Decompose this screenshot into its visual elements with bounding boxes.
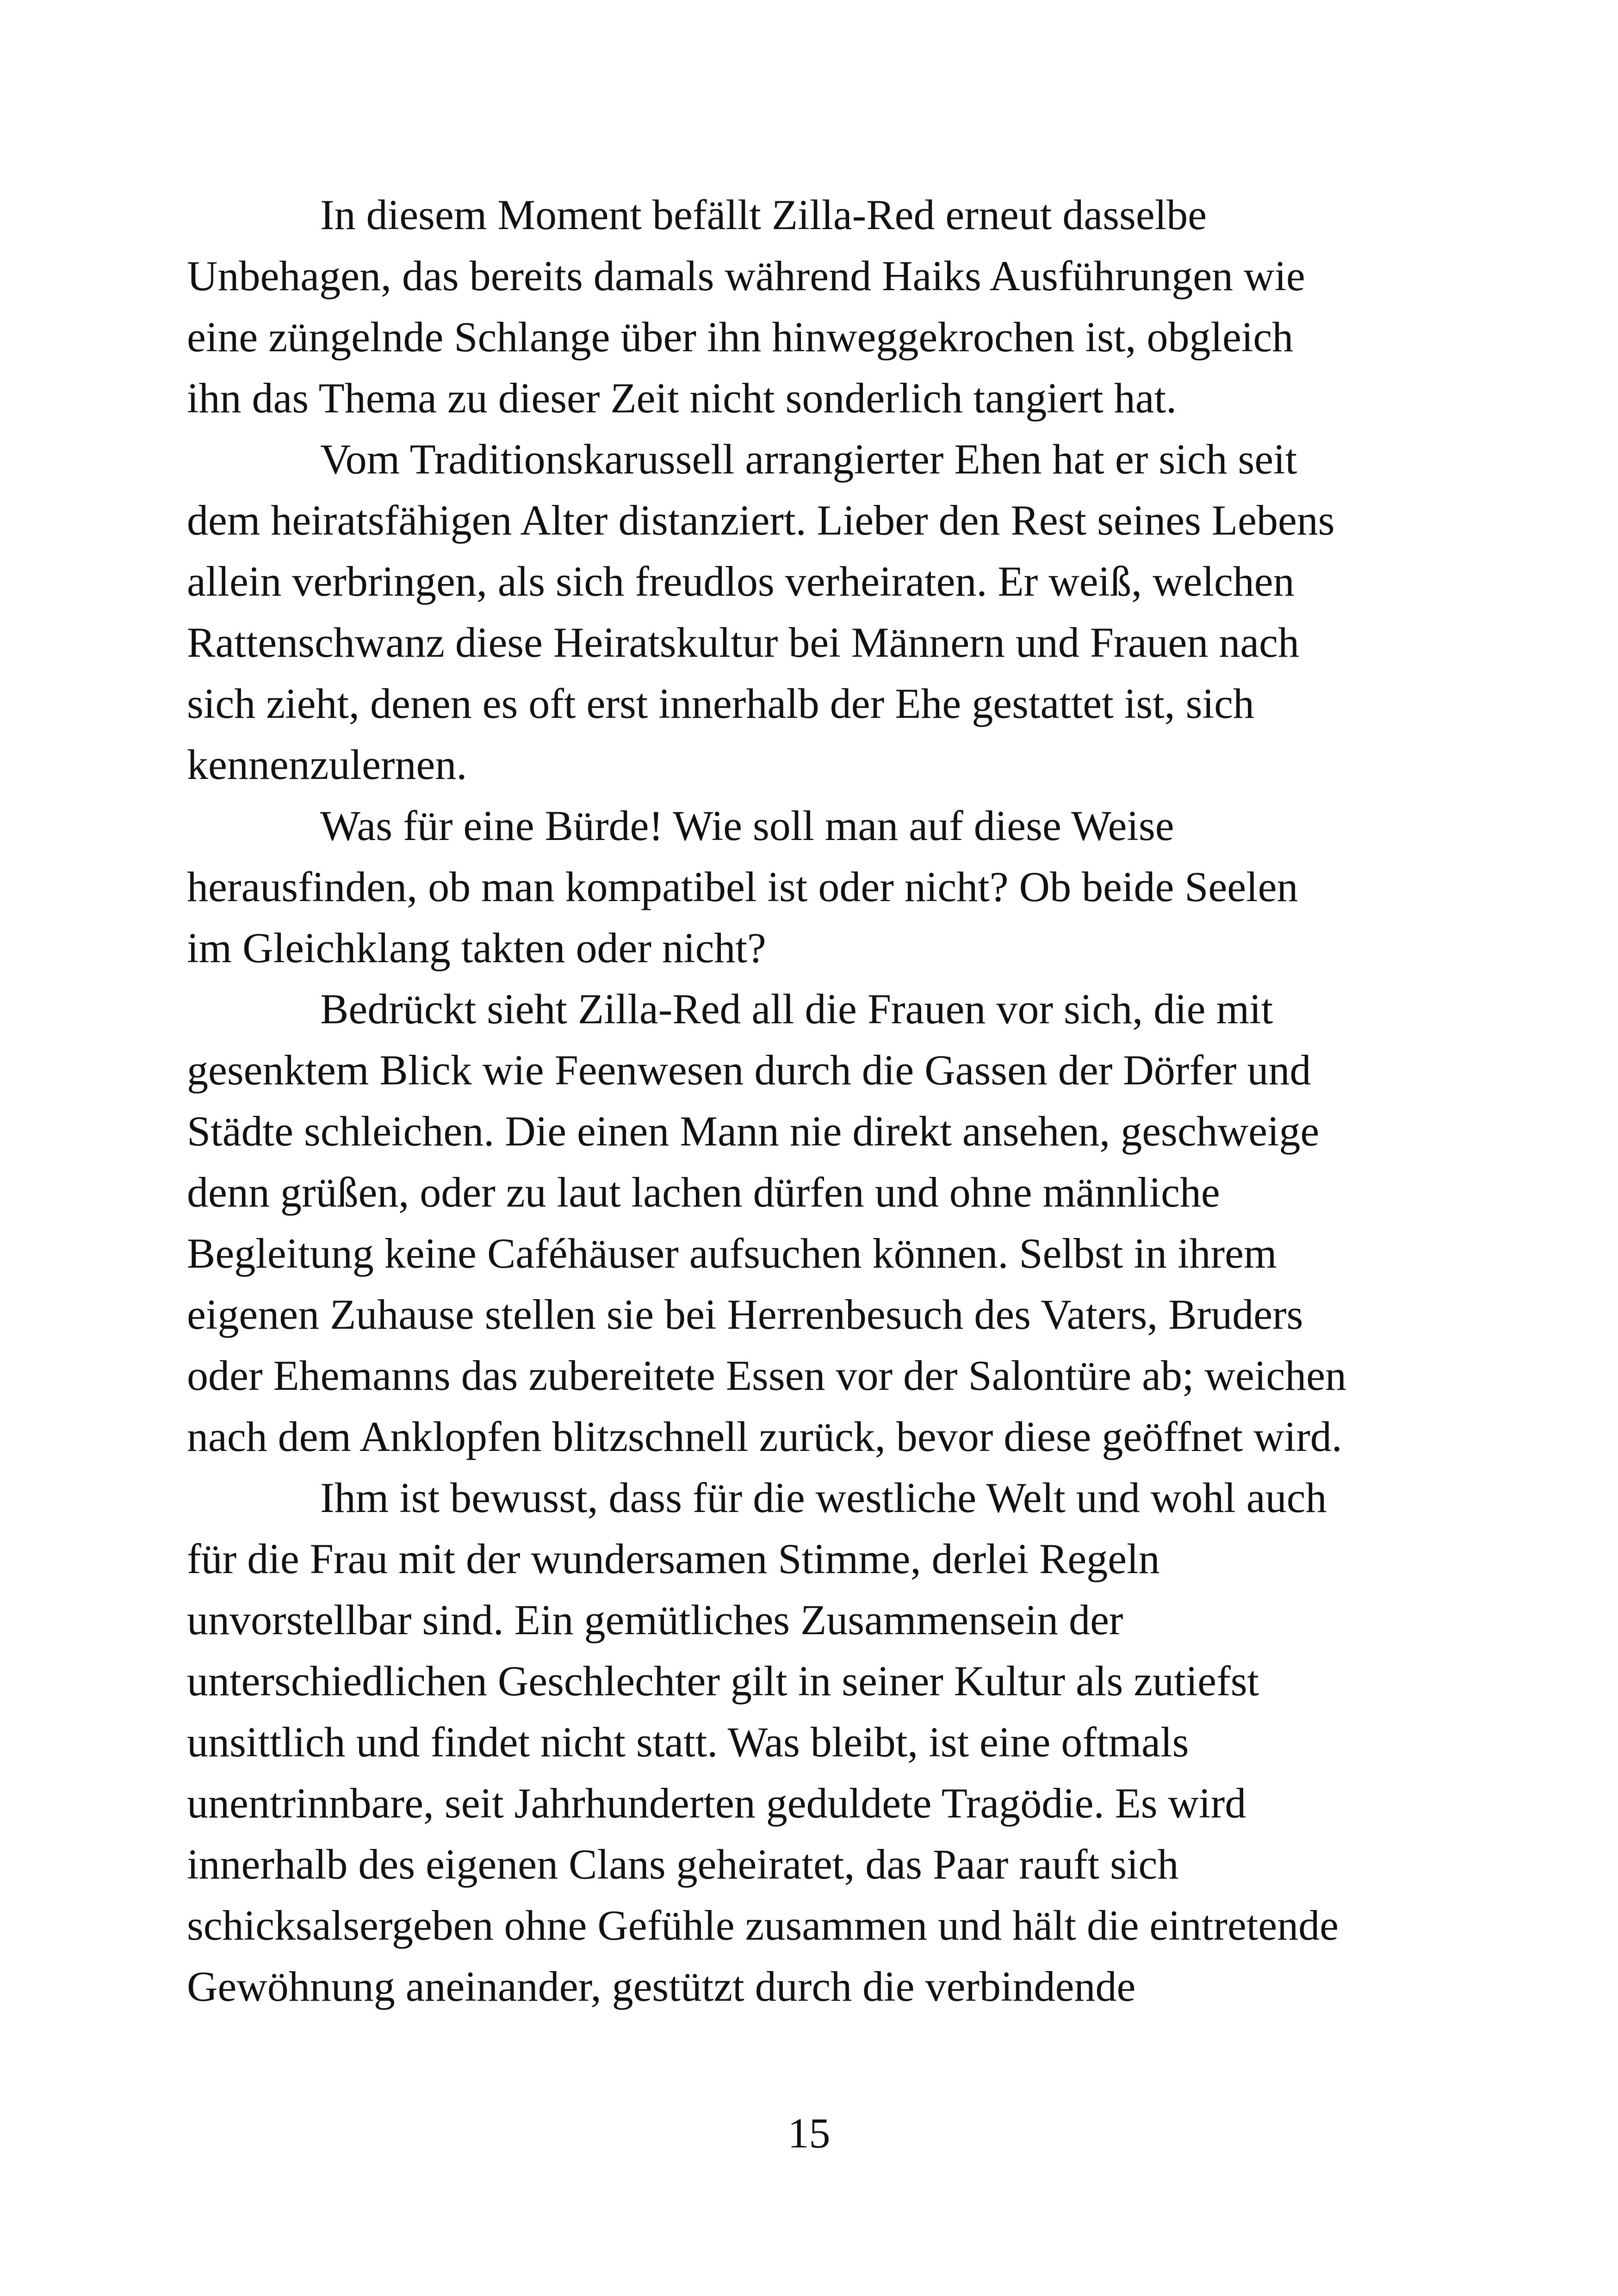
text-line: sich zieht, denen es oft erst innerhalb der Ehe gestattet ist, sich (187, 680, 1254, 727)
text-line: eigenen Zuhause stellen sie bei Herrenbesuch des Vaters, Bruders (187, 1291, 1303, 1338)
text-line: unsittlich und findet nicht statt. Was bleibt, ist eine oftmals (187, 1718, 1189, 1766)
text-line: schicksalsergeben ohne Gefühle zusammen und hält die eintretende (187, 1902, 1339, 1949)
text-line: innerhalb des eigenen Clans geheiratet, das Paar rauft sich (187, 1841, 1179, 1888)
text-line: Gewöhnung aneinander, gestützt durch die verbindende (187, 1963, 1136, 2010)
text-line: nach dem Anklopfen blitzschnell zurück, bevor diese geöffnet wird. (187, 1413, 1342, 1460)
text-line: unentrinnbare, seit Jahrhunderten geduldete Tragödie. Es wird (187, 1780, 1246, 1827)
page-number: 15 (787, 2109, 831, 2157)
text-line: ihn das Thema zu dieser Zeit nicht sonderlich tangiert hat. (187, 374, 1177, 422)
text-line: Bedrückt sieht Zilla-Red all die Frauen vor sich, die mit (320, 985, 1273, 1033)
text-line: Was für eine Bürde! Wie soll man auf diese Weise (320, 802, 1174, 849)
text-line: denn grüßen, oder zu laut lachen dürfen und ohne männliche (187, 1169, 1220, 1216)
text-line: kennenzulernen. (187, 741, 467, 788)
text-line: gesenktem Blick wie Feenwesen durch die Gassen der Dörfer und (187, 1046, 1311, 1094)
text-line: Rattenschwanz diese Heiratskultur bei Männern und Frauen nach (187, 619, 1299, 666)
text-line: Unbehagen, das bereits damals während Haiks Ausführungen wie (187, 252, 1305, 299)
text-line: allein verbringen, als sich freudlos verheiraten. Er weiß, welchen (187, 558, 1295, 605)
text-line: im Gleichklang takten oder nicht? (187, 924, 766, 971)
text-line: In diesem Moment befällt Zilla-Red erneut dasselbe (320, 191, 1207, 238)
body-text (187, 184, 1445, 2017)
text-line: dem heiratsfähigen Alter distanziert. Lieber den Rest seines Lebens (187, 497, 1335, 544)
text-line: eine züngelnde Schlange über ihn hinweggekrochen ist, obgleich (187, 313, 1294, 361)
text-line: Städte schleichen. Die einen Mann nie direkt ansehen, geschweige (187, 1108, 1320, 1155)
text-line: für die Frau mit der wundersamen Stimme, derlei Regeln (187, 1535, 1160, 1582)
text-line: unvorstellbar sind. Ein gemütliches Zusammensein der (187, 1596, 1123, 1643)
text-line: Vom Traditionskarussell arrangierter Ehen hat er sich seit (320, 436, 1297, 483)
text-line: Ihm ist bewusst, dass für die westliche Welt und wohl auch (320, 1474, 1327, 1521)
text-line: oder Ehemanns das zubereitete Essen vor der Salontüre ab; weichen (187, 1352, 1347, 1399)
text-line: Begleitung keine Caféhäuser aufsuchen können. Selbst in ihrem (187, 1230, 1277, 1277)
text-line: herausfinden, ob man kompatibel ist oder nicht? Ob beide Seelen (187, 863, 1298, 910)
text-line: unterschiedlichen Geschlechter gilt in seiner Kultur als zutiefst (187, 1657, 1259, 1705)
